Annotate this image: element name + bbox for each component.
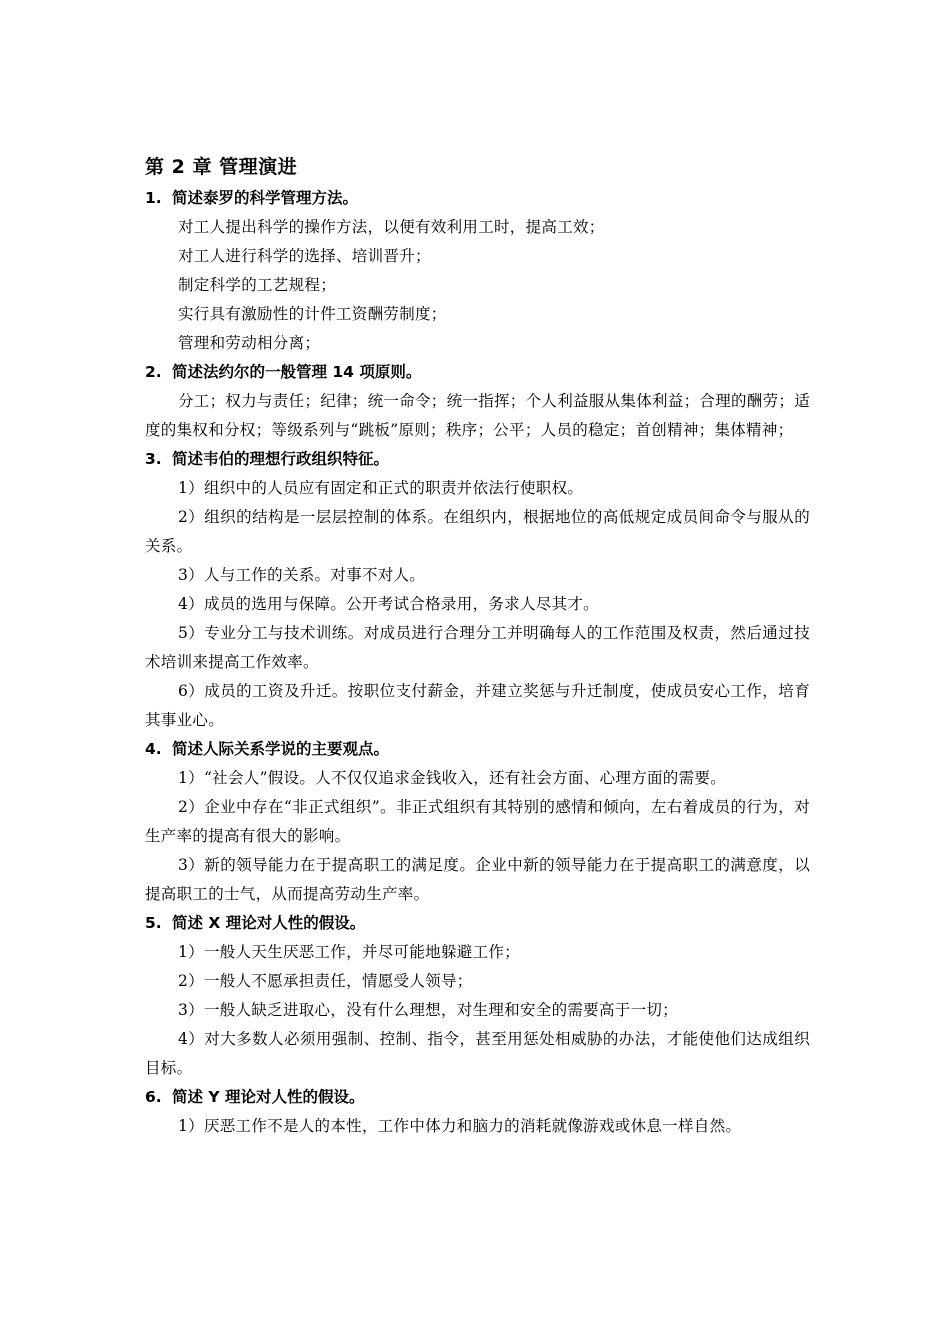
answer-paragraph: 1）厌恶工作不是人的本性，工作中体力和脑力的消耗就像游戏或休息一样自然。	[178, 1117, 742, 1135]
answer-paragraph: 实行具有激励性的计件工资酬劳制度；	[178, 305, 447, 323]
answer-paragraph: 管理和劳动相分离；	[178, 334, 321, 352]
answer-paragraph: 1）组织中的人员应有固定和正式的职责并依法行使职权。	[178, 479, 584, 497]
answer-paragraph: 6）成员的工资及升迁。按职位支付薪金，并建立奖惩与升迁制度，使成员安心工作，培育其事业心。	[145, 682, 810, 729]
answer-paragraph: 2）组织的结构是一层层控制的体系。在组织内，根据地位的高低规定成员间命令与服从的关系。	[145, 508, 810, 555]
answer-paragraph: 4）成员的选用与保障。公开考试合格录用，务求人尽其才。	[178, 595, 599, 613]
answer-paragraph: 1）“社会人”假设。人不仅仅追求金钱收入，还有社会方面、心理方面的需要。	[178, 769, 727, 787]
section-3	[145, 445, 810, 735]
question-heading	[145, 909, 810, 938]
answer-paragraph: 1）一般人天生厌恶工作，并尽可能地躲避工作；	[178, 943, 520, 961]
answer-paragraph: 对工人提出科学的操作方法，以便有效利用工时，提高工效；	[178, 218, 605, 236]
answer-paragraph: 分工；权力与责任；纪律；统一命令；统一指挥；个人利益服从集体利益；合理的酬劳；适度的集权和分权；等级系列与“跳板”原则；秩序；公平；人员的稳定；首创精神；集体精神；	[145, 392, 811, 439]
question-heading	[145, 445, 810, 474]
answer-paragraph: 2）一般人不愿承担责任，情愿受人领导；	[178, 972, 473, 990]
question-title: 简述 Y 理论对人性的假设。	[172, 1088, 365, 1106]
section-4	[145, 735, 810, 909]
document-page	[145, 150, 810, 1141]
question-number: 5.	[145, 914, 162, 932]
answer-paragraph: 3）新的领导能力在于提高职工的满足度。企业中新的领导能力在于提高职工的满意度，以提高职工的士气，从而提高劳动生产率。	[145, 856, 810, 903]
answer-paragraph: 对工人进行科学的选择、培训晋升；	[178, 247, 431, 265]
answer-paragraph: 4）对大多数人必须用强制、控制、指令，甚至用惩处相威胁的办法，才能使他们达成组织目标。	[145, 1030, 810, 1077]
question-title: 简述韦伯的理想行政组织特征。	[172, 450, 390, 468]
question-number: 2.	[145, 363, 162, 381]
answer-paragraph: 2）企业中存在“非正式组织”。非正式组织有其特别的感情和倾向，左右着成员的行为，对生产率的提高有很大的影响。	[145, 798, 810, 845]
chapter-title: 第 2 章 管理演进	[145, 156, 298, 178]
section-5	[145, 909, 810, 1083]
question-heading	[145, 184, 810, 213]
question-heading	[145, 358, 810, 387]
question-title: 简述 X 理论对人性的假设。	[172, 914, 366, 932]
question-number: 6.	[145, 1088, 162, 1106]
question-title: 简述人际关系学说的主要观点。	[172, 740, 390, 758]
question-number: 1.	[145, 189, 162, 207]
question-number: 3.	[145, 450, 162, 468]
question-title: 简述法约尔的一般管理 14 项原则。	[172, 363, 422, 381]
question-title: 简述泰罗的科学管理方法。	[172, 189, 359, 207]
answer-paragraph: 3）一般人缺乏进取心，没有什么理想，对生理和安全的需要高于一切；	[178, 1001, 678, 1019]
answer-paragraph: 5）专业分工与技术训练。对成员进行合理分工并明确每人的工作范围及权责，然后通过技术培训来提高工作效率。	[145, 624, 810, 671]
section-6	[145, 1083, 810, 1141]
question-heading	[145, 735, 810, 764]
question-number: 4.	[145, 740, 162, 758]
section-1	[145, 184, 810, 358]
section-2	[145, 358, 810, 445]
answer-paragraph: 制定科学的工艺规程；	[178, 276, 337, 294]
answer-paragraph: 3）人与工作的关系。对事不对人。	[178, 566, 426, 584]
question-heading	[145, 1083, 810, 1112]
